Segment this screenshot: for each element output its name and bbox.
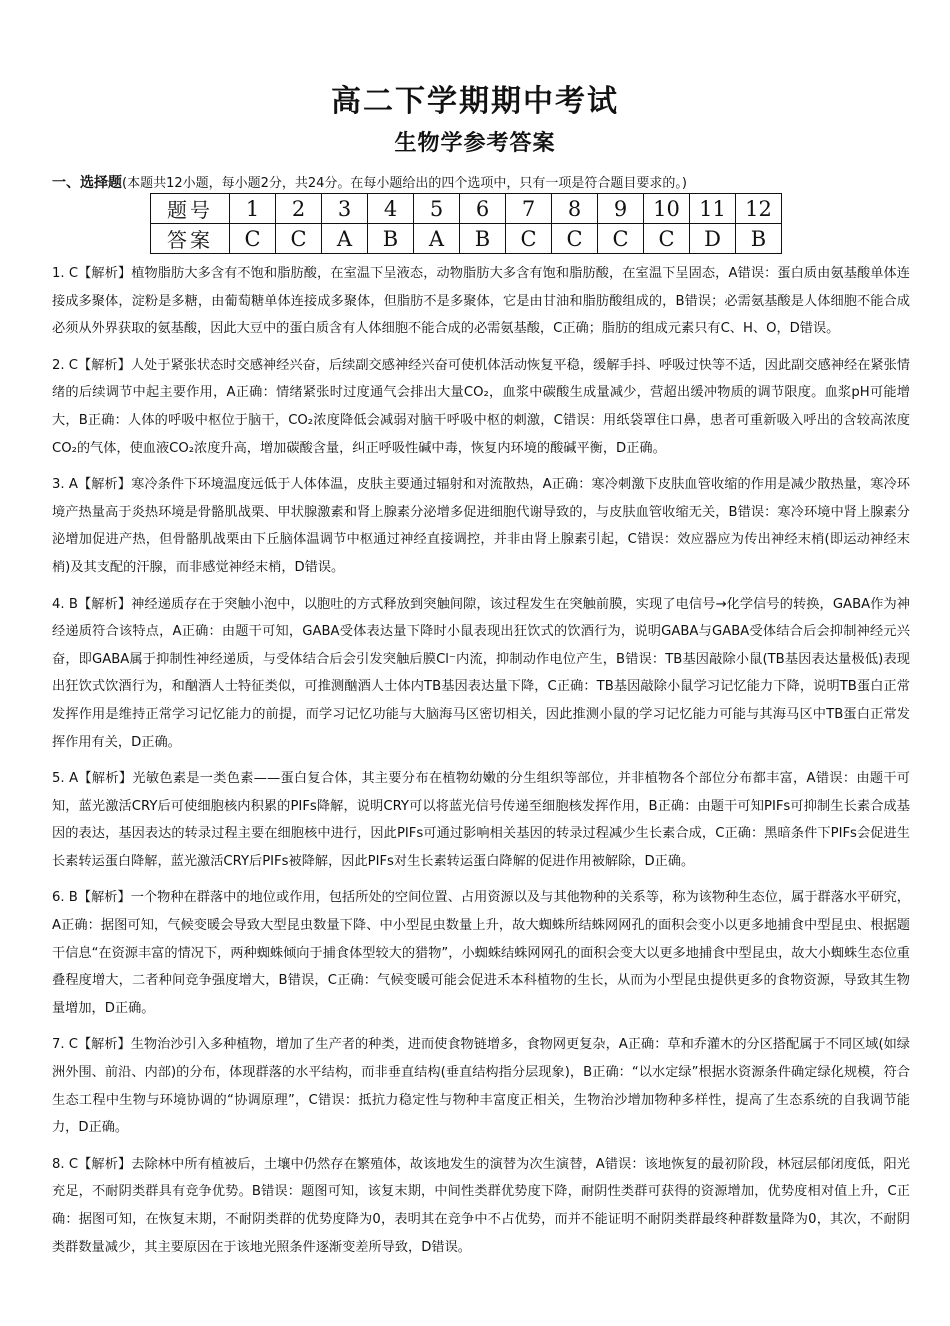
question-number-cell: 12 [736,194,782,224]
explanation-item: 5. A【解析】光敏色素是一类色素——蛋白复合体，其主要分布在植物幼嫩的分生组织等部位，并非植物各个部位分布都丰富，A错误：由题干可知，蓝光激活CRY后可使细胞核内积累的PIFs降解，说明CRY可以将蓝光信号传递至细胞核发挥作用，B正确：由题干可知PIFs可抑制生长素合成基因的表达，基因表达的转录过程主要在细胞核中进行，因此PIFs可通过影响相关基因的转录过程减少生长素合成，C正确：黑暗条件下PIFs会促进生长素转运蛋白降解，蓝光激活CRY后PIFs被降解，因此PIFs对生长素转运蛋白降解的促进作用被解除，D正确。 [52,771,910,869]
question-number-cell: 4 [368,194,414,224]
explanation-item: 4. B【解析】神经递质存在于突触小泡中，以胞吐的方式释放到突触间隙，该过程发生在突触前膜，实现了电信号→化学信号的转换，GABA作为神经递质符合该特点，A正确：由题干可知，GABA受体表达量下降时小鼠表现出狂饮式的饮酒行为，说明GABA与GABA受体结合后会抑制神经元兴奋，即GABA属于抑制性神经递质，与受体结合后会引发突触后膜Cl⁻内流，抑制动作电位产生，B错误：TB基因敲除小鼠(TB基因表达量极低)表现出狂饮式饮酒行为，和酗酒人士特征类似，可推测酗酒人士体内TB基因表达量下降，C正确：TB基因敲除小鼠学习记忆能力下降，说明TB蛋白正常发挥作用是维持正常学习记忆能力的前提，而学习记忆功能与大脑海马区密切相关，因此推测小鼠的学习记忆能力可能与其海马区中TB蛋白正常发挥作用有关，D正确。 [52,596,910,750]
section-header [52,172,922,192]
question-number-cell: 11 [690,194,736,224]
question-number-cell: 9 [598,194,644,224]
answer-cell: C [644,224,690,254]
answer-table [150,193,782,254]
question-number-cell: 8 [552,194,598,224]
question-number-cell: 1 [230,194,276,224]
explanation-item: 3. A【解析】寒冷条件下环境温度远低于人体体温，皮肤主要通过辐射和对流散热，A正确：寒冷刺激下皮肤血管收缩的作用是减少散热量，寒冷环境产热量高于炎热环境是骨骼肌战栗、甲状腺激素和肾上腺素分泌增多促进细胞代谢导致的，与皮肤血管收缩无关，B错误：寒冷环境中肾上腺素分泌增加促进产热，但骨骼肌战栗由下丘脑体温调节中枢通过神经直接调控，并非由肾上腺素引起，C错误：效应器应为传出神经末梢(即运动神经末梢)及其支配的汗腺，而非感觉神经末梢，D错误。 [52,477,910,575]
answer-cell: C [506,224,552,254]
question-number-cell: 6 [460,194,506,224]
answer-cell: C [276,224,322,254]
answer-cell: C [552,224,598,254]
explanation-list [52,260,910,1270]
question-number-row [151,194,782,224]
answer-cell: A [414,224,460,254]
answer-row [151,224,782,254]
explanation-item: 6. B【解析】一个物种在群落中的地位或作用，包括所处的空间位置、占用资源以及与其他物种的关系等，称为该物种生态位，属于群落水平研究，A正确：据图可知，气候变暖会导致大型昆虫数量下降、中小型昆虫数量上升，故大蜘蛛所结蛛网网孔的面积会变小以更多地捕食中型昆虫、根据题干信息“在资源丰富的情况下，两种蜘蛛倾向于捕食体型较大的猎物”，小蜘蛛结蛛网网孔的面积会变大以更多地捕食中型昆虫，故大小蜘蛛生态位重叠程度增大，二者种间竞争强度增大，B错误，C正确：气候变暖可能会促进禾本科植物的生长，从而为小型昆虫提供更多的食物资源，导致其生物量增加，D正确。 [52,890,910,1016]
explanation-item: 1. C【解析】植物脂肪大多含有不饱和脂肪酸，在室温下呈液态，动物脂肪大多含有饱和脂肪酸，在室温下呈固态，A错误：蛋白质由氨基酸单体连接成多聚体，淀粉是多糖，由葡萄糖单体连接成多聚体，但脂肪不是多聚体，它是由甘油和脂肪酸组成的，B错误；必需氨基酸是人体细胞不能合成必须从外界获取的氨基酸，因此大豆中的蛋白质含有人体细胞不能合成的必需氨基酸，C正确；脂肪的组成元素只有C、H、O，D错误。 [52,266,910,337]
question-number-cell: 7 [506,194,552,224]
explanation-item: 2. C【解析】人处于紧张状态时交感神经兴奋，后续副交感神经兴奋可使机体活动恢复平稳，缓解手抖、呼吸过快等不适，因此副交感神经在紧张情绪的后续调节中起主要作用，A正确：情绪紧张时过度通气会排出大量CO₂，血浆中碳酸生成量减少，营超出缓冲物质的调节限度。血浆pH可能增大，B正确：人体的呼吸中枢位于脑干，CO₂浓度降低会减弱对脑干呼吸中枢的刺激，C错误：用纸袋罩住口鼻，患者可重新吸入呼出的含较高浓度CO₂的气体，使血液CO₂浓度升高，增加碳酸含量，纠正呼吸性碱中毒，恢复内环境的酸碱平衡，D正确。 [52,357,910,456]
answer-cell: A [322,224,368,254]
question-number-cell: 5 [414,194,460,224]
explanation-item: 8. C【解析】去除林中所有植被后，土壤中仍然存在繁殖体，故该地发生的演替为次生演替，A错误：该地恢复的最初阶段，林冠层郁闭度低，阳光充足，不耐阴类群具有竞争优势。B错误：题图可知，该复末期，中间性类群优势度下降，耐阴性类群可获得的资源增加，优势度相对值上升，C正确：据图可知，在恢复末期，不耐阴类群的优势度降为0，表明其在竞争中不占优势，而并不能证明不耐阴类群最终种群数量降为0，其次，不耐阴类群数量减少，其主要原因在于该地光照条件逐渐变差所导致，D错误。 [52,1156,910,1255]
row-label-answer: 答案 [151,224,230,254]
page-subtitle: 生物学参考答案 [394,131,556,156]
question-number-cell: 2 [276,194,322,224]
explanation-item: 7. C【解析】生物治沙引入多种植物，增加了生产者的种类，进而使食物链增多，食物网更复杂，A正确：草和乔灌木的分区搭配属于不同区域(如绿洲外围、前沿、内部)的分布，体现群落的水平结构，而非垂直结构(垂直结构指分层现象)，B正确：“以水定绿”根据水资源条件确定绿化规模，符合生态工程中生物与环境协调的“协调原理”，C错误：抵抗力稳定性与物种丰富度正相关，生物治沙增加物种多样性，提高了生态系统的自我调节能力，D正确。 [52,1037,910,1136]
question-number-cell: 3 [322,194,368,224]
answer-cell: B [368,224,414,254]
question-number-cell: 10 [644,194,690,224]
answer-cell: B [736,224,782,254]
page-title: 高二下学期期中考试 [331,84,619,119]
section-note: (本题共12小题，每小题2分，共24分。在每小题给出的四个选项中，只有一项是符合题目要求的。) [122,176,687,191]
row-label-question-number: 题号 [151,194,230,224]
answer-cell: D [690,224,736,254]
answer-cell: C [598,224,644,254]
section-heading: 一、选择题 [52,175,122,191]
answer-cell: B [460,224,506,254]
answer-cell: C [230,224,276,254]
